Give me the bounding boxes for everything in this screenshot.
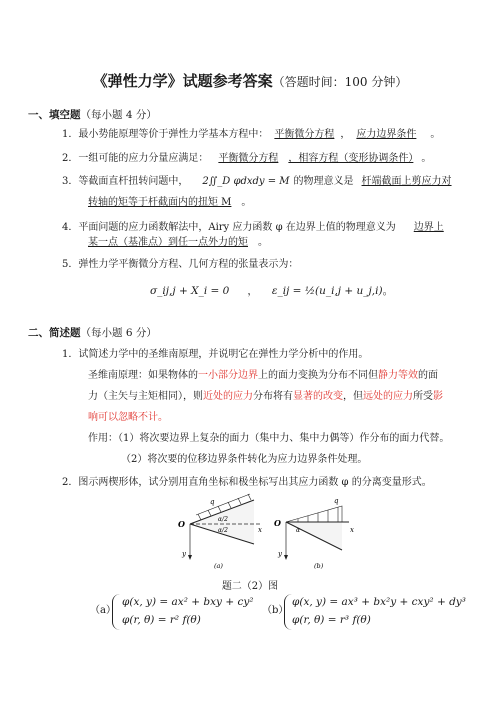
wedge-b-angle: α — [296, 527, 301, 534]
wedge-a-origin: O — [178, 519, 185, 529]
s1-q1-text: 1．最小势能原理等价于弹性力学基本方程中： — [62, 129, 269, 140]
s1-q3-end: 。 — [241, 197, 252, 208]
answer-b-eq1: φ(x, y) = ax³ + bx²y + cxy² + dy³ — [292, 596, 466, 608]
s2-q1-p1b: 一小部分边界 — [198, 370, 258, 381]
wedge-a-q: q — [210, 498, 215, 506]
answer-a-eq2: φ(r, θ) = r² f(θ) — [122, 614, 201, 626]
figure-b — [274, 497, 354, 570]
s1-q4-line1 — [62, 221, 444, 235]
s2-q1-p2b: 近处的应力 — [203, 391, 253, 402]
wedge-b-label: (b) — [314, 562, 324, 570]
s1-q2-end: 。 — [421, 153, 432, 164]
s2-q1-p2c: 分布将有 — [253, 391, 293, 402]
s2-q1-use2: （2）将次要的位移边界条件转化为应力边界条件处理。 — [121, 454, 368, 465]
answer-b-label: （b） — [262, 605, 289, 616]
wedge-a-label: (a) — [214, 562, 223, 570]
answer-b-eq2: φ(r, θ) = r³ f(θ) — [292, 614, 371, 626]
s1-q1-end: 。 — [430, 129, 441, 140]
wedge-a-x-label: x — [258, 526, 262, 534]
wedge-b-y-arrow — [284, 555, 288, 560]
s1-q3-line1 — [62, 175, 452, 189]
s2-q1-p1 — [88, 369, 438, 383]
s1-q5-comma: ， — [247, 285, 258, 297]
wedge-b-x-label: x — [350, 526, 354, 534]
s2-q1-p2f: 远处的应力 — [363, 391, 413, 402]
s2-q1-p2 — [88, 390, 443, 404]
section2-heading — [28, 325, 157, 340]
s1-q2-answer2: ，相容方程（变形协调条件） — [288, 153, 414, 164]
s1-q3-answer1: 杆端截面上剪应力对 — [361, 176, 452, 187]
answer-a-eq1: φ(x, y) = ax² + bxy + cy² — [122, 596, 254, 608]
title-main: 《弹性力学》试题参考答案 — [92, 72, 273, 90]
s1-q5-end: 。 — [382, 285, 394, 297]
page-title — [0, 70, 500, 91]
s1-q1-answer1: 平衡微分方程 — [274, 129, 335, 140]
wedge-b-origin: O — [274, 518, 281, 528]
s1-q1 — [62, 128, 440, 142]
s1-q4-end: 。 — [258, 237, 268, 248]
answer-b-brace — [284, 594, 292, 630]
s1-q3-mid: 的物理意义是 — [293, 176, 354, 187]
s1-q3-answer2: 转轴的矩等于杆截面内的扭矩 M — [88, 197, 232, 208]
section1-heading-text: 一、填空题 — [28, 109, 81, 121]
answer-a-brace — [112, 594, 120, 630]
s2-q1-p1c: 上的面力变换为分布不同但 — [258, 370, 378, 381]
s1-q4-text: 4．平面问题的应力函数解法中，Airy 应力函数 φ 在边界上值的物理意义为 — [62, 222, 396, 233]
s1-q1-sep: ， — [340, 129, 351, 140]
s1-q3-formula: 2∬_D φdxdy = M — [202, 176, 290, 187]
section2-note: （每小题 6 分） — [80, 327, 157, 339]
s1-q5-equations — [150, 283, 393, 298]
s1-q2-answer1: 平衡微分方程 — [218, 153, 279, 164]
s1-q3-line2 — [88, 196, 251, 210]
s1-q5-text: 5．弹性力学平衡微分方程、几何方程的张量表示为： — [62, 259, 299, 270]
s1-q1-answer2: 应力边界条件 — [356, 129, 417, 140]
s1-q4-answer1: 边界上 — [413, 222, 444, 233]
wedge-b-load-arrows — [298, 507, 338, 522]
s1-q4-answer2: 某一点（基准点）到任一点外力的矩 — [88, 237, 248, 248]
s2-q1-p1d: 静力等效 — [378, 370, 418, 381]
wedge-a-y-label: y — [182, 550, 186, 558]
s2-q1-text: 1．试简述力学中的圣维南原理，并说明它在弹性力学分析中的作用。 — [62, 349, 369, 360]
title-sub: （答题时间：100 分钟） — [272, 75, 408, 89]
s2-q1-use1: 作用：（1）将次要边界上复杂的面力（集中力、集中力偶等）作分布的面力代替。 — [88, 433, 450, 444]
s2-q1-p1e: 的面 — [418, 370, 438, 381]
s1-q3-text: 3．等截面直杆扭转问题中， — [62, 176, 189, 187]
s1-q2 — [62, 152, 431, 166]
section2-heading-text: 二、简述题 — [28, 327, 81, 339]
s1-q5-eq1: σ_ij,j + X_i = 0 — [150, 285, 230, 297]
figure-caption: 题二（2）图 — [221, 581, 279, 592]
wedge-b-q: q — [334, 497, 339, 505]
s1-q5-eq2: ε_ij = ½(u_i,j + u_j,i) — [271, 285, 383, 297]
figure-a — [178, 494, 262, 570]
s2-q1-p2e: ，但 — [343, 391, 363, 402]
wedge-a-y-arrow — [188, 555, 192, 560]
s2-q1-p2a: 力（主矢与主矩相同），则 — [88, 391, 203, 402]
section1-heading — [28, 107, 157, 122]
s2-q1 — [62, 348, 368, 362]
wedge-b-y-label: y — [278, 550, 282, 558]
s2-q1-p2h: 影 — [433, 391, 443, 402]
s2-q1-p2g: 所受 — [413, 391, 433, 402]
wedge-figure — [174, 492, 374, 574]
s2-q1-p3: 响可以忽略不计。 — [88, 412, 168, 423]
s1-q4-line2 — [88, 236, 268, 250]
answer-a-label: （a） — [90, 605, 116, 616]
s1-q5 — [62, 258, 298, 272]
s2-q2: 2．图示两楔形体，试分别用直角坐标和极坐标写出其应力函数 φ 的分离变量形式。 — [62, 477, 432, 488]
section1-note: （每小题 4 分） — [80, 109, 157, 121]
wedge-a-angle2: α/2 — [218, 527, 228, 534]
s2-q1-p2d: 显著的改变 — [293, 391, 343, 402]
s2-q1-p1a: 圣维南原理：如果物体的 — [88, 370, 198, 381]
wedge-a-angle1: α/2 — [218, 516, 228, 523]
wedge-b-load-triangle — [286, 506, 342, 522]
s1-q2-text: 2．一组可能的应力分量应满足： — [62, 153, 209, 164]
